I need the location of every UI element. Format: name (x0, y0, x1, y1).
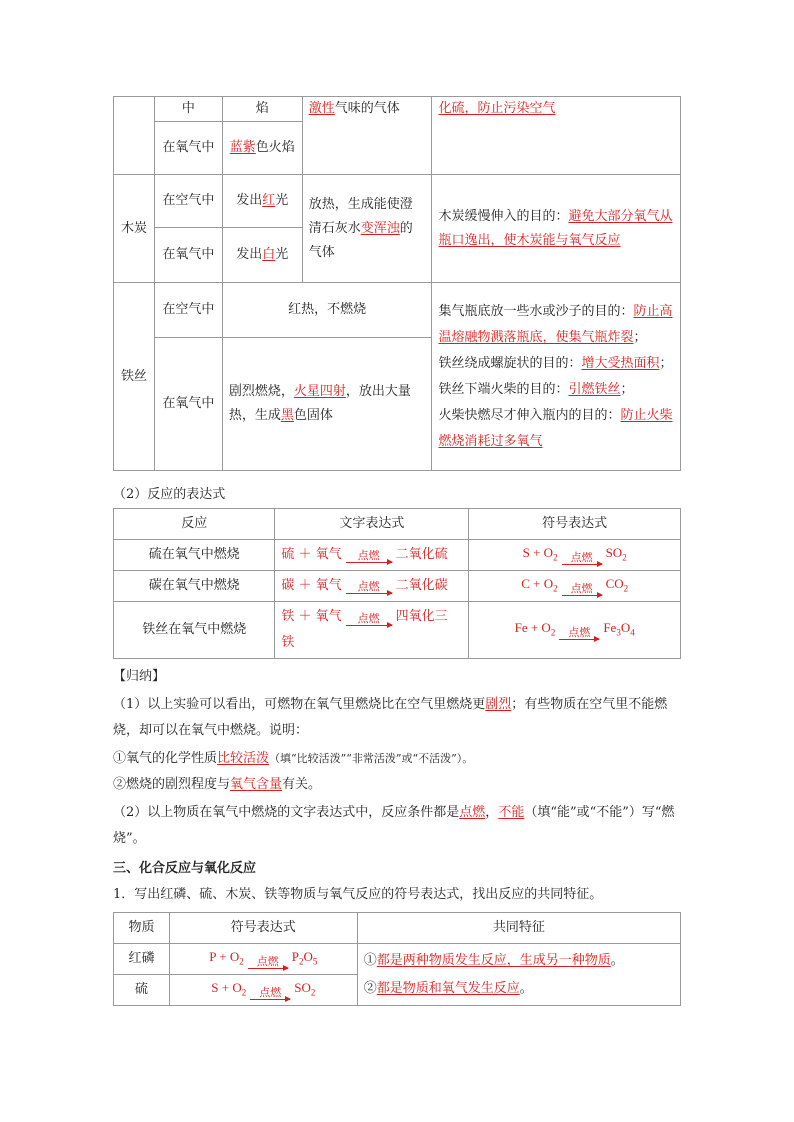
symbol-equation: $S + O_2$ 点燃 $SO_2$ (469, 540, 681, 571)
charcoal-air-label: 在空气中 (154, 175, 222, 228)
iron-note-timing: 火柴快燃尽才伸入瓶内的目的：防止火柴燃烧消耗过多氧气 (438, 407, 673, 449)
symbol-equation: $Fe + O_2$ 点燃 $Fe_3O_4$ (469, 602, 681, 659)
symbol-equation: $C + O_2$ 点燃 $CO_2$ (469, 571, 681, 602)
substance-name: 硫 (114, 975, 170, 1006)
section3-question: 1．写出红磷、硫、木炭、铁等物质与氧气反应的符号表达式，找出反应的共同特征。 (113, 887, 603, 902)
iron-note-spiral: 铁丝绕成螺旋状的目的：增大受热面积； (438, 355, 673, 371)
sulfur-air-label: 中 (154, 97, 222, 122)
header-common-feature: 共同特征 (357, 913, 680, 944)
word-equation: 铁 ＋ 氧气 点燃 四氧化三 铁 (275, 602, 469, 659)
common-features (357, 944, 680, 1006)
iron-air-phenomenon: 红热，不燃烧 (222, 283, 432, 338)
sulfur-name-cell (114, 97, 155, 175)
summary-title: 【归纳】 (113, 669, 166, 684)
sulfur-air-flame: 焰 (222, 97, 302, 122)
charcoal-name: 木炭 (114, 175, 155, 283)
iron-notes (432, 283, 681, 471)
iron-air-label: 在空气中 (154, 283, 222, 338)
iron-name: 铁丝 (114, 283, 155, 471)
charcoal-o2-phenomenon: 发出白光 (222, 228, 302, 283)
iron-o2-phenomenon: 剧烈燃烧，火星四射，放出大量热，生成黑色固体 (222, 338, 432, 471)
reaction-arrow: 点燃 (250, 987, 290, 1000)
charcoal-product: 放热，生成能使澄清石灰水变浑浊的气体 (302, 175, 432, 283)
header-word-equation: 文字表达式 (275, 509, 469, 540)
reaction-arrow: 点燃 (559, 627, 599, 640)
sulfur-note: 化硫，防止污染空气 (432, 97, 681, 175)
reaction-name: 铁丝在氧气中燃烧 (114, 602, 275, 659)
summary-paragraph-2: ①氧气的化学性质比较活泼（填“比较活泼”“非常活泼”或“不活泼”）。 (113, 751, 474, 766)
reaction-arrow: 点燃 (346, 581, 392, 594)
header-symbol-equation: 符号表达式 (169, 913, 357, 944)
sulfur-o2-flame: 蓝紫色火焰 (222, 122, 302, 175)
summary-paragraph-3: ②燃烧的剧烈程度与氧气含量有关。 (113, 777, 322, 792)
iron-note-water: 集气瓶底放一些水或沙子的目的：防止高温熔融物溅落瓶底，使集气瓶炸裂； (438, 303, 673, 345)
reaction-arrow: 点燃 (346, 550, 392, 563)
common-feature-table (113, 912, 681, 1006)
reaction-arrow: 点燃 (562, 583, 602, 596)
reaction-expression-table (113, 508, 681, 659)
reaction-arrow: 点燃 (346, 613, 392, 626)
header-substance: 物质 (114, 913, 170, 944)
reaction-name: 硫在氧气中燃烧 (114, 540, 275, 571)
reaction-arrow: 点燃 (562, 552, 602, 565)
header-reaction: 反应 (114, 509, 275, 540)
charcoal-note: 木炭缓慢伸入的目的：避免大部分氧气从瓶口逸出，使木炭能与氧气反应 (432, 175, 681, 283)
reaction-expression-heading: （2）反应的表达式 (113, 487, 226, 502)
summary-paragraph-1: （1）以上实验可以看出，可燃物在氧气里燃烧比在空气里燃烧更剧烈；有些物质在空气里不能燃烧，却可以在氧气中燃烧。说明： (113, 697, 668, 738)
combustion-phenomena-table (113, 96, 681, 471)
reaction-name: 碳在氧气中燃烧 (114, 571, 275, 602)
iron-o2-label: 在氧气中 (154, 338, 222, 471)
word-equation: 碳 ＋ 氧气 点燃 二氧化碳 (275, 571, 469, 602)
iron-note-match: 铁丝下端火柴的目的：引燃铁丝； (438, 381, 634, 397)
word-equation: 硫 ＋ 氧气 点燃 二氧化硫 (275, 540, 469, 571)
summary-paragraph-4: （2）以上物质在氧气中燃烧的文字表达式中，反应条件都是点燃，不能（填“能”或“不能”）写“燃烧”。 (113, 805, 675, 846)
symbol-equation: $P + O_2$ 点燃 $P_2O_5$ (169, 944, 357, 975)
reaction-arrow: 点燃 (248, 956, 288, 969)
charcoal-o2-label: 在氧气中 (154, 228, 222, 283)
charcoal-air-phenomenon: 发出红光 (222, 175, 302, 228)
feature-1: ①都是两种物质发生反应，生成另一种物质。 (363, 952, 624, 968)
sulfur-o2-label: 在氧气中 (154, 122, 222, 175)
sulfur-product: 激性气味的气体 (302, 97, 432, 175)
substance-name: 红磷 (114, 944, 170, 975)
feature-2: ②都是物质和氧气发生反应。 (363, 980, 533, 996)
header-symbol-equation: 符号表达式 (469, 509, 681, 540)
symbol-equation: $S + O_2$ 点燃 $SO_2$ (169, 975, 357, 1006)
section3-title: 三、化合反应与氧化反应 (113, 861, 257, 876)
